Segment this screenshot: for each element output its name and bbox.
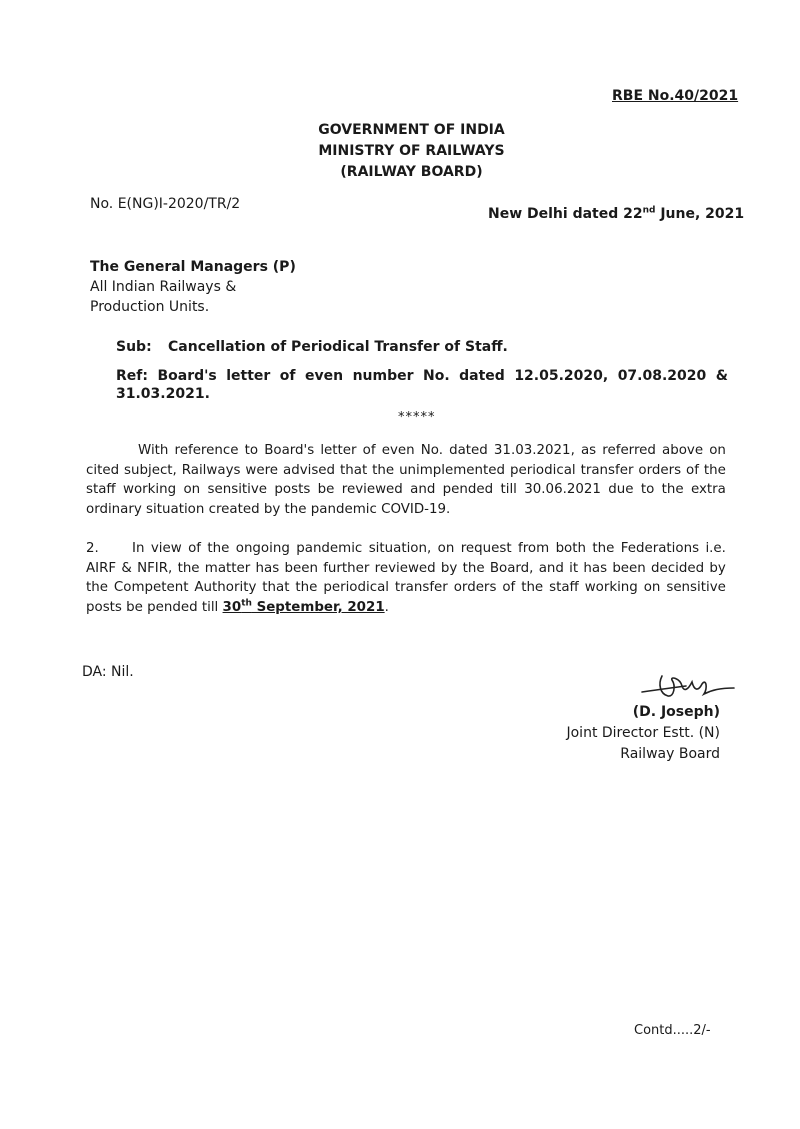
word: to: [640, 482, 655, 497]
word: has: [255, 560, 280, 576]
word: and: [410, 482, 436, 497]
subject-text: Cancellation of Periodical Transfer of Staff.: [168, 339, 508, 355]
paragraph-1: [86, 441, 726, 519]
word: of: [362, 443, 376, 458]
enclosures: DA: Nil.: [82, 664, 134, 680]
addressee-line-1: The General Managers (P): [90, 259, 296, 275]
word: the: [86, 580, 108, 595]
word: 31.03.2021,: [493, 443, 575, 458]
word: of: [279, 368, 296, 384]
word: matter: [204, 560, 251, 576]
word: has: [583, 560, 608, 576]
paragraph-2-line-2: [86, 559, 726, 579]
paragraph-2-line-3: [86, 578, 726, 598]
word: orders: [638, 462, 682, 478]
word: 07.08.2020: [617, 368, 707, 384]
word: cited: [86, 462, 120, 478]
word: 12.05.2020,: [514, 368, 609, 384]
word: the: [295, 580, 318, 595]
word: were: [245, 462, 279, 478]
letter-date: [488, 206, 744, 222]
word: referred: [602, 443, 656, 458]
reference-line: [116, 367, 728, 403]
word: transfer: [580, 462, 634, 478]
word: extra: [690, 482, 726, 497]
word: letter: [226, 368, 271, 384]
continued-note: Contd.....2/-: [634, 1023, 711, 1038]
word: the: [177, 560, 200, 576]
word: staff: [549, 580, 579, 595]
word: Board,: [489, 560, 534, 576]
word: the: [661, 482, 684, 497]
word: &: [121, 560, 132, 576]
word: sensitive: [666, 580, 726, 595]
addressee-block: [90, 257, 296, 317]
word: Authority: [194, 580, 257, 595]
word: periodical: [509, 462, 576, 478]
word: that: [262, 580, 290, 595]
paragraph-2-number: 2.: [86, 541, 99, 556]
deadline-date: [223, 600, 385, 615]
reference-line-1: [116, 367, 728, 385]
word: No.: [420, 443, 443, 458]
paragraph-2: [86, 539, 726, 617]
word: ongoing: [235, 541, 290, 556]
paragraph-2-line-1: [132, 539, 726, 559]
rbe-number: RBE No.40/2021: [612, 88, 739, 104]
word: number: [352, 368, 414, 384]
word: posts: [274, 482, 311, 497]
word: due: [608, 482, 634, 497]
word: No.: [423, 368, 450, 384]
word: view: [150, 541, 182, 556]
word: both: [555, 541, 586, 556]
word: that: [340, 462, 368, 478]
word: and: [538, 560, 564, 576]
word: i.e.: [705, 541, 726, 556]
word: AIRF: [86, 560, 117, 576]
paragraph-1-line-2: [86, 461, 726, 481]
addressee-line-3: Production Units.: [90, 299, 210, 315]
word: on: [437, 541, 455, 556]
word: In: [132, 541, 145, 556]
word: pended: [442, 482, 494, 497]
word: &: [715, 368, 728, 384]
word: letter: [320, 443, 357, 458]
word: of: [502, 580, 516, 595]
word: as: [580, 443, 597, 458]
word: even: [304, 368, 344, 384]
word: it: [569, 560, 579, 576]
word: of: [188, 541, 201, 556]
letterhead-board: (RAILWAY BOARD): [340, 164, 483, 180]
word: to: [244, 443, 259, 458]
word: on: [183, 482, 201, 497]
paragraph-2-line-4: [86, 598, 726, 618]
letterhead-ministry: MINISTRY OF RAILWAYS: [318, 143, 505, 159]
word: request: [460, 541, 512, 556]
letterhead: [0, 120, 800, 183]
word: sensitive: [207, 482, 268, 497]
paragraph-2-line-4-end: .: [384, 599, 389, 615]
word: 30.06.2021: [524, 482, 601, 497]
date-sup: nd: [642, 205, 656, 216]
word: Federations: [620, 541, 700, 556]
word: periodical: [323, 580, 389, 595]
word: decided: [651, 560, 705, 576]
paragraph-2-line-4-prefix: posts be pended till: [86, 599, 223, 615]
word: been: [612, 560, 646, 576]
paragraph-1-line-1: [86, 441, 726, 461]
signature-image: [636, 668, 740, 704]
word: Railways: [181, 462, 241, 478]
addressee-line-2: All Indian Railways &: [90, 279, 237, 295]
reference-line-2: 31.03.2021.: [116, 386, 210, 402]
paragraph-2-line-1-wrap: [86, 539, 726, 559]
subject-label: Sub:: [116, 339, 152, 355]
word: situation,: [368, 541, 432, 556]
deadline-day: 30: [222, 599, 242, 615]
word: dated: [449, 443, 488, 458]
word: of: [686, 462, 699, 478]
word: Competent: [113, 580, 189, 595]
word: been: [284, 560, 318, 576]
word: be: [317, 482, 335, 497]
deadline-rest: September, 2021: [251, 599, 385, 615]
word: the: [521, 580, 544, 595]
paragraph-1-line-3: [86, 480, 726, 500]
word: the: [462, 560, 485, 576]
word: orders: [453, 580, 497, 595]
word: staff: [86, 482, 116, 497]
signatory-designation: Joint Director Estt. (N): [566, 725, 720, 741]
word: till: [500, 482, 517, 497]
word: by: [440, 560, 458, 576]
word: on: [709, 443, 726, 458]
deadline-sup: th: [241, 598, 252, 609]
word: above: [662, 443, 704, 458]
word: the: [207, 541, 230, 556]
word: on: [643, 580, 661, 595]
word: further: [323, 560, 370, 576]
word: pandemic: [296, 541, 363, 556]
word: NFIR,: [137, 560, 173, 576]
word: even: [381, 443, 415, 458]
word: reviewed: [341, 482, 403, 497]
word: Ref:: [116, 368, 148, 384]
word: the: [372, 462, 395, 478]
signatory-name: (D. Joseph): [632, 704, 720, 720]
word: unimplemented: [399, 462, 506, 478]
word: the: [703, 462, 726, 478]
date-prefix: New Delhi dated 22: [488, 206, 643, 222]
word: subject,: [124, 462, 177, 478]
word: reference: [174, 443, 239, 458]
word: from: [518, 541, 550, 556]
file-number: No. E(NG)I-2020/TR/2: [90, 196, 241, 212]
subject-line: [116, 339, 508, 355]
word: With: [138, 443, 169, 458]
paragraph-1-line-4: ordinary situation created by the pandemic COVID-19.: [86, 501, 451, 517]
separator-stars: *****: [398, 410, 436, 425]
word: the: [592, 541, 615, 556]
letterhead-government: GOVERNMENT OF INDIA: [318, 122, 505, 138]
word: Board's: [264, 443, 315, 458]
word: working: [584, 580, 638, 595]
signature-block: [560, 702, 720, 765]
word: by: [709, 560, 726, 576]
signatory-office: Railway Board: [620, 746, 720, 762]
word: advised: [282, 462, 336, 478]
word: dated: [459, 368, 505, 384]
word: reviewed: [374, 560, 436, 576]
date-suffix: June, 2021: [655, 206, 745, 222]
word: working: [123, 482, 177, 497]
word: Board's: [157, 368, 217, 384]
word: transfer: [394, 580, 448, 595]
